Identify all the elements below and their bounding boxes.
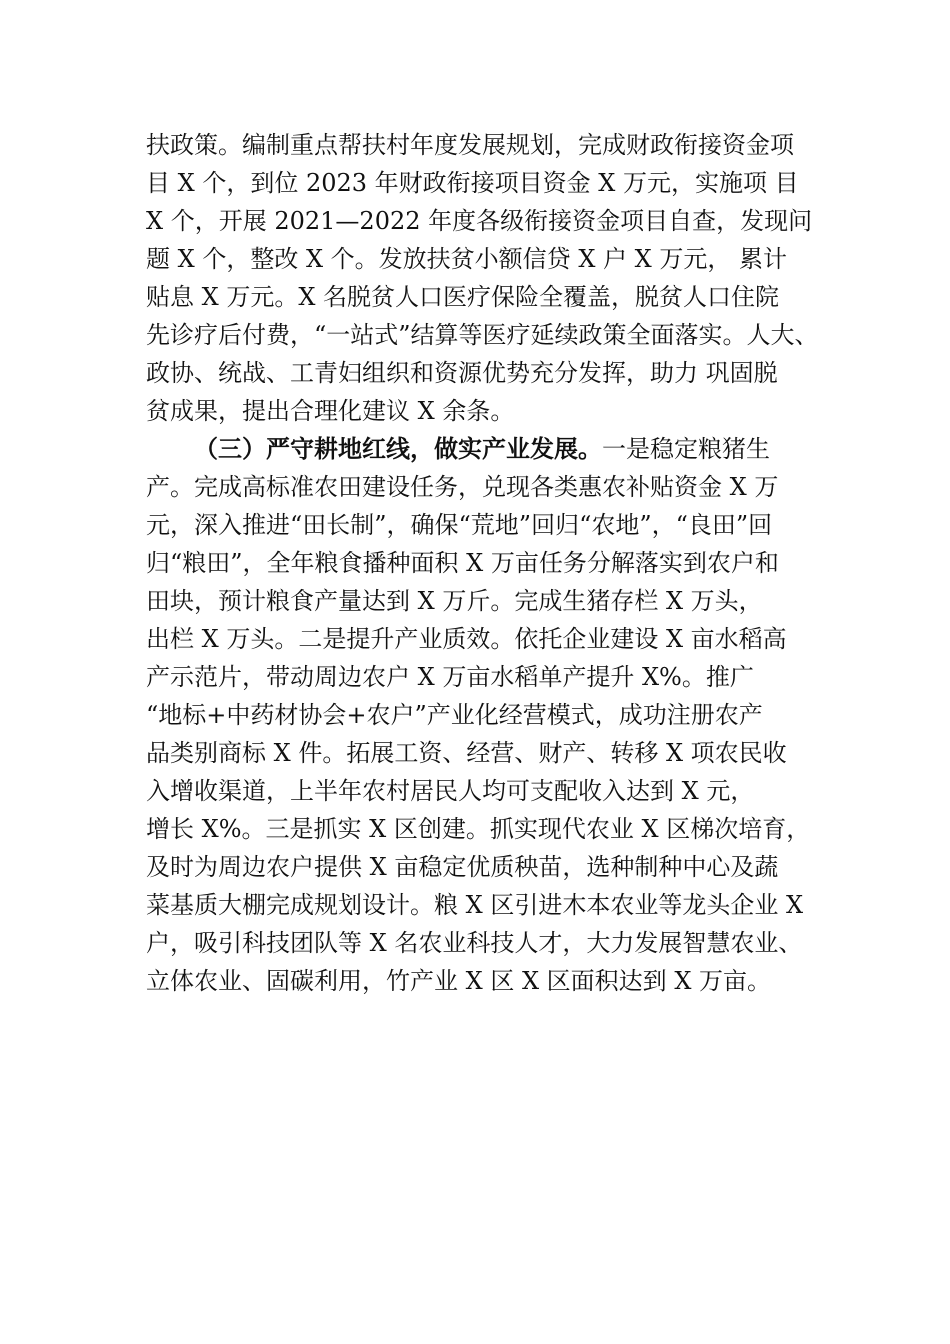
text-line: X 个，开展 2021—2022 年度各级衔接资金项目自查，发现问 bbox=[146, 207, 813, 235]
text-line: 田块，预计粮食产量达到 X 万斤。完成生猪存栏 X 万头， bbox=[146, 587, 763, 615]
text-line: 目 X 个，到位 2023 年财政衔接项目资金 X 万元，实施项 目 bbox=[146, 169, 799, 197]
text-line: 归“粮田”，全年粮食播种面积 X 万亩任务分解落实到农户和 bbox=[146, 549, 779, 577]
text-line: 元，深入推进“田长制”，确保“荒地”回归“农地”，“良田”回 bbox=[146, 511, 773, 539]
text-line: 产示范片，带动周边农户 X 万亩水稻单产提升 X%。推广 bbox=[146, 663, 754, 691]
text-line: 入增收渠道，上半年农村居民人均可支配收入达到 X 元， bbox=[146, 777, 755, 805]
section-heading: （三）严守耕地红线，做实产业发展。 bbox=[194, 434, 602, 463]
text-line: 先诊疗后付费，“一站式”结算等医疗延续政策全面落实。人大、 bbox=[146, 321, 819, 349]
paragraph-2-first-line bbox=[146, 430, 846, 468]
text-line: 政协、统战、工青妇组织和资源优势充分发挥，助力 巩固脱 bbox=[146, 359, 778, 387]
text-line: 品类别商标 X 件。拓展工资、经营、财产、转移 X 项农民收 bbox=[146, 739, 787, 767]
text-line: 及时为周边农户提供 X 亩稳定优质秧苗，选种制种中心及蔬 bbox=[146, 853, 779, 881]
text-line: 题 X 个，整改 X 个。发放扶贫小额信贷 X 户 X 万元， 累计 bbox=[146, 245, 788, 273]
text-line: 增长 X%。三是抓实 X 区创建。抓实现代农业 X 区梯次培育， bbox=[146, 815, 811, 843]
text-line: 立体农业、固碳利用，竹产业 X 区 X 区面积达到 X 万亩。 bbox=[146, 967, 772, 995]
text-line: 菜基质大棚完成规划设计。粮 X 区引进木本农业等龙头企业 X bbox=[146, 891, 804, 919]
text-line: 贴息 X 万元。X 名脱贫人口医疗保险全覆盖，脱贫人口住院 bbox=[146, 283, 780, 311]
text-line: 贫成果，提出合理化建议 X 余条。 bbox=[146, 397, 515, 425]
text-line: 户，吸引科技团队等 X 名农业科技人才，大力发展智慧农业、 bbox=[146, 929, 803, 957]
text-line: 出栏 X 万头。二是提升产业质效。依托企业建设 X 亩水稻高 bbox=[146, 625, 787, 653]
paragraph-2 bbox=[146, 430, 846, 1000]
text-line: 产。完成高标准农田建设任务，兑现各类惠农补贴资金 X 万 bbox=[146, 473, 779, 501]
section-heading-continuation: 一是稳定粮猪生 bbox=[602, 435, 770, 463]
paragraph-1 bbox=[146, 126, 846, 430]
document-body bbox=[146, 126, 846, 1000]
text-line: 扶政策。编制重点帮扶村年度发展规划，完成财政衔接资金项 bbox=[146, 131, 794, 159]
text-line: “地标+中药材协会+农户”产业化经营模式，成功注册农产 bbox=[146, 701, 763, 729]
